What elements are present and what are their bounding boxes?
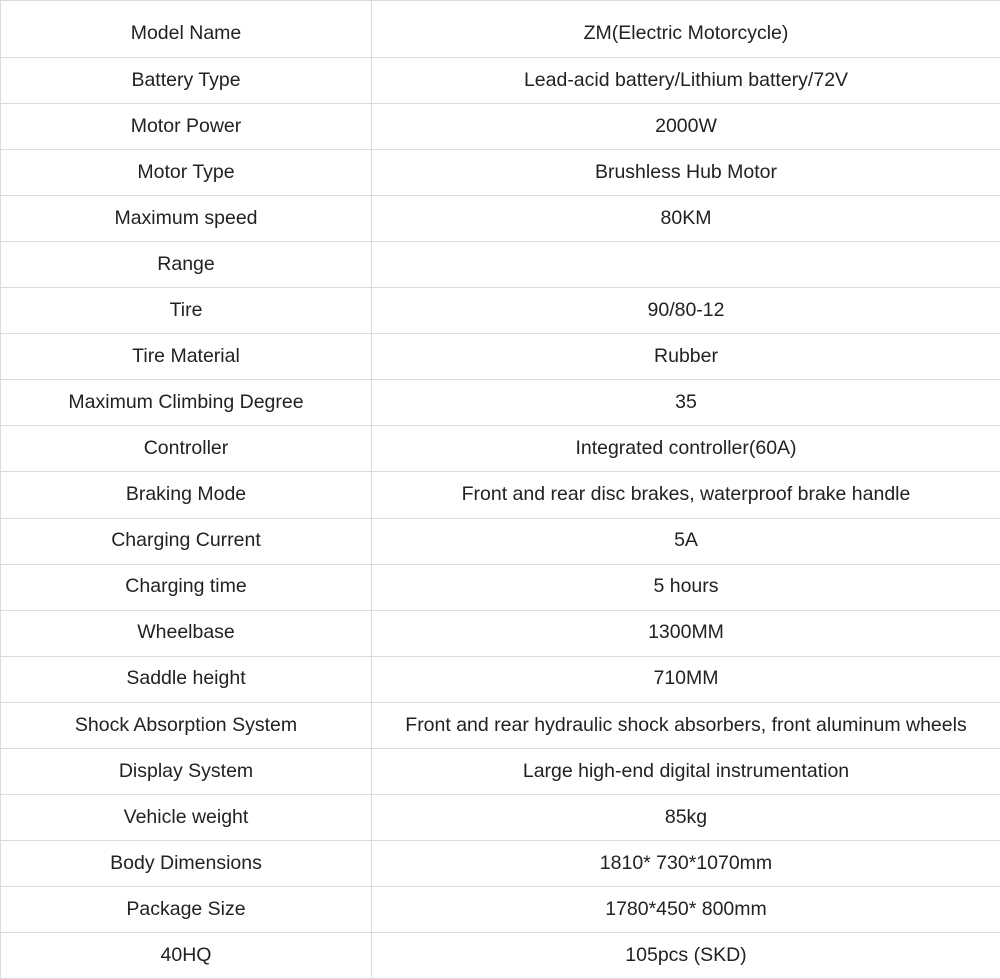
spec-value: Front and rear hydraulic shock absorbers, front aluminum wheels	[372, 702, 1000, 748]
spec-label: Saddle height	[1, 656, 372, 702]
spec-row-tire	[1, 288, 1000, 334]
spec-label: Shock Absorption System	[1, 702, 372, 748]
spec-label: Tire Material	[1, 334, 372, 380]
spec-value: Front and rear disc brakes, waterproof brake handle	[372, 472, 1000, 518]
spec-table-body	[1, 1, 1000, 979]
spec-row-vehicle-weight	[1, 794, 1000, 840]
spec-label: Vehicle weight	[1, 794, 372, 840]
spec-value: 35	[372, 380, 1000, 426]
spec-row-body-dimensions	[1, 840, 1000, 886]
spec-label: Controller	[1, 426, 372, 472]
spec-row-controller	[1, 426, 1000, 472]
spec-value: Large high-end digital instrumentation	[372, 748, 1000, 794]
spec-row-wheelbase	[1, 610, 1000, 656]
spec-row-braking-mode	[1, 472, 1000, 518]
spec-value: 5A	[372, 518, 1000, 564]
spec-value: Rubber	[372, 334, 1000, 380]
spec-row-maximum-speed	[1, 196, 1000, 242]
spec-label: Charging time	[1, 564, 372, 610]
spec-label: Tire	[1, 288, 372, 334]
spec-value: 105pcs (SKD)	[372, 932, 1000, 978]
spec-value: 1810* 730*1070mm	[372, 840, 1000, 886]
spec-row-40hq	[1, 932, 1000, 978]
spec-value	[372, 242, 1000, 288]
spec-row-battery-type	[1, 58, 1000, 104]
spec-label: 40HQ	[1, 932, 372, 978]
spec-row-model-name	[1, 1, 1000, 58]
spec-label: Motor Power	[1, 104, 372, 150]
spec-label: Wheelbase	[1, 610, 372, 656]
spec-value: Brushless Hub Motor	[372, 150, 1000, 196]
spec-row-charging-time	[1, 564, 1000, 610]
spec-value: 85kg	[372, 794, 1000, 840]
spec-row-package-size	[1, 886, 1000, 932]
spec-label: Charging Current	[1, 518, 372, 564]
spec-row-maximum-climbing-degree	[1, 380, 1000, 426]
spec-row-tire-material	[1, 334, 1000, 380]
spec-row-shock-absorption-system	[1, 702, 1000, 748]
spec-value: 1780*450* 800mm	[372, 886, 1000, 932]
spec-row-motor-type	[1, 150, 1000, 196]
spec-value: 710MM	[372, 656, 1000, 702]
spec-label: Maximum Climbing Degree	[1, 380, 372, 426]
spec-label: Body Dimensions	[1, 840, 372, 886]
spec-value: 90/80-12	[372, 288, 1000, 334]
spec-value: ZM(Electric Motorcycle)	[372, 1, 1000, 58]
spec-row-motor-power	[1, 104, 1000, 150]
spec-row-display-system	[1, 748, 1000, 794]
spec-label: Maximum speed	[1, 196, 372, 242]
spec-label: Motor Type	[1, 150, 372, 196]
spec-label: Display System	[1, 748, 372, 794]
spec-row-saddle-height	[1, 656, 1000, 702]
spec-value: 80KM	[372, 196, 1000, 242]
spec-row-range	[1, 242, 1000, 288]
spec-label: Battery Type	[1, 58, 372, 104]
spec-label: Range	[1, 242, 372, 288]
spec-label: Braking Mode	[1, 472, 372, 518]
spec-value: Lead-acid battery/Lithium battery/72V	[372, 58, 1000, 104]
spec-value: 2000W	[372, 104, 1000, 150]
spec-label: Model Name	[1, 1, 372, 58]
spec-value: 5 hours	[372, 564, 1000, 610]
spec-value: 1300MM	[372, 610, 1000, 656]
spec-value: Integrated controller(60A)	[372, 426, 1000, 472]
spec-row-charging-current	[1, 518, 1000, 564]
spec-label: Package Size	[1, 886, 372, 932]
